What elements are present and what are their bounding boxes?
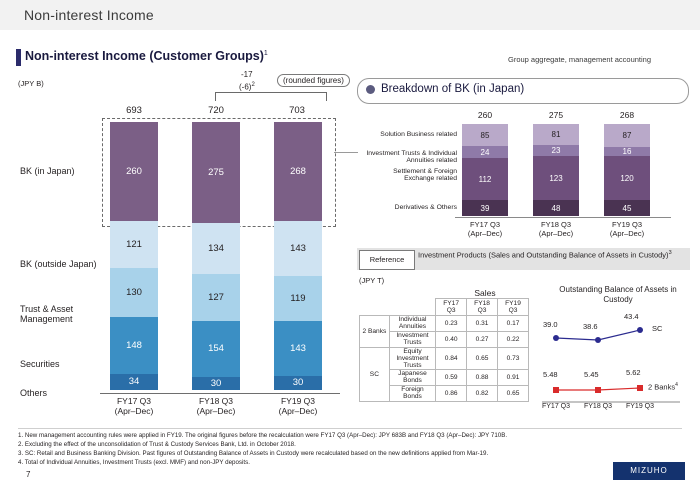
ob-point-sc-fy18 [595,337,601,343]
breakdown-x-fy18-line1: FY18 Q3 [540,220,571,229]
row-label-foreign-bonds-l1: Foreign [401,386,424,393]
cell-eit-fy18: 0.65 [467,347,498,369]
x-label-fy19-line2: (Apr–Dec) [278,406,318,417]
ob-value-2banks-fy18: 5.45 [584,370,599,379]
segment-securities-fy19: 143 [274,321,322,376]
row-label-others: Others [20,388,48,398]
breakdown-label-solution: Solution Business related [380,131,457,138]
cell-fb-fy18: 0.82 [467,385,498,401]
stacked-bar-fy17 [110,122,158,390]
th-fy19-line2: Q3 [508,306,518,314]
delta-bottom-value: (-6) [239,82,252,92]
segment-trust-am-fy17: 130 [110,268,158,317]
cell-jb-fy17: 0.59 [436,369,467,385]
row-label-japanese-bonds-l2: Bonds [403,377,422,384]
segment-bk-outside-fy18: 134 [192,223,240,274]
th-fy18-line2: Q3 [477,306,487,314]
x-label-fy19-line1: FY19 Q3 [280,396,316,406]
cell-it-fy19: 0.22 [498,331,529,347]
row-label-individual-annuities-l2: Annuities [398,323,427,330]
row-label-individual-annuities-l1: Individual [398,316,427,323]
reference-text-body: Investment Products (Sales and Outstanding Balance of Assets in Custody) [418,250,669,260]
segment-others-fy19: 30 [274,376,322,390]
ob-series-label-2banks-text: 2 Banks [648,382,676,392]
th-group [360,299,390,316]
row-label-equity-it-l2: Investment Trusts [396,354,429,369]
row-label-individual-annuities [389,315,435,331]
section-title-text: Non-interest Income (Customer Groups) [25,49,264,63]
breakdown-x-label-fy17 [457,220,513,238]
callout-connector [334,152,358,153]
footnote-2: 2. Excluding the effect of the unconsolidation of Trust & Custody Services Bank, Ltd. in October 2018. [18,440,296,448]
breakdown-total-fy19: 268 [619,110,635,120]
row-label-japanese-bonds [389,369,435,385]
breakdown-bullet-icon [366,85,375,94]
sales-table-title: Sales [474,288,496,298]
unit-jpy-b: (JPY B) [18,79,44,88]
segment-others-fy17: 34 [110,374,158,390]
footnotes [18,432,682,468]
row-label-foreign-bonds [389,385,435,401]
breakdown-label-settlement-line1: Settlement & Foreign [393,168,457,175]
segment-trust-am-fy19: 119 [274,276,322,321]
row-label-investment-trusts [389,331,435,347]
row-label-bk-outside: BK (outside Japan) [20,259,97,269]
ob-x-label-fy18: FY18 Q3 [583,403,612,410]
left-chart-axis [100,393,340,394]
outstanding-balance-chart [540,312,690,420]
breakdown-label-derivatives: Derivatives & Others [394,204,457,211]
row-label-investment-trusts-l2: Trusts [403,339,422,346]
segment-bk-outside-fy17: 121 [110,221,158,268]
section-title [25,49,268,63]
ob-value-2banks-fy19: 5.62 [626,368,641,377]
cell-ia-fy17: 0.23 [436,315,467,331]
mizuho-logo: MIZUHO [613,462,685,480]
breakdown-label-settlement-line2: Exchange related [404,175,457,183]
section-accent-bar [16,49,21,66]
breakdown-axis [455,217,671,218]
x-label-fy19 [261,396,335,416]
x-label-fy18-line1: FY18 Q3 [198,396,234,406]
ob-series-label-2banks [648,382,678,392]
stacked-bar-fy18 [192,122,240,390]
ob-series-label-sc: SC [652,324,663,333]
cell-eit-fy19: 0.73 [498,347,529,369]
segment-securities-fy18: 154 [192,321,240,377]
breakdown-segment-solution-fy17: 85 [462,124,508,146]
breakdown-bar-fy17 [462,124,508,216]
th-fy19-line1: FY19 [505,299,521,307]
row-label-japanese-bonds-l1: Japanese [398,370,427,377]
segment-others-fy18: 30 [192,377,240,390]
group-label-2banks: 2 Banks [360,315,390,347]
total-label-fy17: 693 [126,105,142,116]
breakdown-segment-derivatives-fy17: 39 [462,200,508,216]
stacked-bar-fy19 [274,122,322,390]
footnote-4: 4. Total of Individual Annuities, Investment Trusts (excl. MMF) and non-JPY deposits. [18,458,250,466]
breakdown-segment-derivatives-fy19: 45 [604,200,650,216]
row-label-foreign-bonds-l2: Bonds [403,393,422,400]
breakdown-x-label-fy18 [528,220,584,238]
row-label-trust-am-line2: Management [20,314,73,325]
cell-it-fy17: 0.40 [436,331,467,347]
page-number: 7 [26,470,31,479]
delta-top-label: -17 [241,70,253,79]
reference-text-superscript: 3 [668,250,672,256]
breakdown-total-fy17: 260 [477,110,493,120]
row-label-trust-am [20,304,73,325]
ob-value-sc-fy19: 43.4 [624,312,639,321]
ob-value-sc-fy18: 38.6 [583,322,598,331]
footnote-divider [18,428,682,429]
ob-point-2banks-fy18 [595,387,601,393]
row-label-bk-japan: BK (in Japan) [20,166,75,176]
ob-x-label-fy17: FY17 Q3 [541,403,570,410]
delta-bottom-label [239,82,255,92]
row-label-trust-am-line1: Trust & Asset [20,304,74,314]
ob-series-label-2banks-sup: 4 [675,382,678,388]
segment-trust-am-fy18: 127 [192,274,240,321]
footnote-3: 3. SC: Retail and Business Banking Division. Past figures of Outstanding Balance of Assets in Custody were recalculated based on the new definitions applied from Mar-19. [18,449,489,457]
breakdown-segment-settlement-fy19: 120 [604,156,650,200]
breakdown-segment-inv-trusts-fy19: 16 [604,147,650,156]
x-label-fy17-line1: FY17 Q3 [116,396,152,406]
segment-securities-fy17: 148 [110,317,158,374]
breakdown-label-inv-trusts [365,150,457,165]
segment-bk-japan-fy18: 275 [192,122,240,223]
page-title: Non-interest Income [24,7,154,23]
row-label-investment-trusts-l1: Investment [396,332,429,339]
cell-jb-fy19: 0.91 [498,369,529,385]
row-label-equity-it-l1: Equity [403,347,422,355]
delta-bottom-superscript: 2 [251,82,255,88]
x-label-fy17-line2: (Apr–Dec) [114,406,154,417]
breakdown-segment-settlement-fy18: 123 [533,156,579,200]
ob-value-sc-fy17: 39.0 [543,320,558,329]
footnote-1: 1. New management accounting rules were applied in FY19. The original figures before the recalculation were FY17 Q3 (Apr–Dec): JPY 683B and FY18 Q3 (Apr–Dec): JPY 710B. [18,432,508,439]
breakdown-title: Breakdown of BK (in Japan) [381,83,525,95]
ob-value-2banks-fy17: 5.48 [543,370,558,379]
breakdown-segment-derivatives-fy18: 48 [533,200,579,216]
row-label-equity-it [389,347,435,369]
x-label-fy17 [97,396,171,416]
section-title-superscript: 1 [263,49,268,57]
cell-ia-fy18: 0.31 [467,315,498,331]
breakdown-segment-inv-trusts-fy18: 23 [533,145,579,156]
breakdown-segment-solution-fy19: 87 [604,124,650,147]
breakdown-segment-inv-trusts-fy17: 24 [462,146,508,158]
breakdown-x-fy18-line2: (Apr–Dec) [538,229,574,238]
sales-table [359,298,529,402]
breakdown-segment-solution-fy18: 81 [533,124,579,145]
th-fy19 [498,299,529,316]
th-fy17-line1: FY17 [443,299,460,307]
table-row [360,347,529,369]
breakdown-segment-settlement-fy17: 112 [462,158,508,200]
breakdown-bar-fy19 [604,124,650,216]
breakdown-total-fy18: 275 [548,110,564,120]
cell-it-fy18: 0.27 [467,331,498,347]
row-label-securities: Securities [20,359,60,369]
segment-bk-outside-fy19: 143 [274,221,322,276]
group-label-sc: SC [360,347,390,401]
delta-bracket [215,92,327,101]
th-fy18-line1: FY18 [474,299,490,307]
total-label-fy19: 703 [289,105,305,116]
breakdown-x-fy19-line1: FY19 Q3 [611,220,642,229]
breakdown-label-inv-trusts-line2: Annuities related [406,157,457,165]
reference-tag: Reference [359,250,415,270]
breakdown-label-inv-trusts-line1: Investment Trusts & Individual [366,150,457,157]
ob-point-2banks-fy17 [553,387,559,393]
breakdown-x-label-fy19 [599,220,655,238]
x-label-fy18-line2: (Apr–Dec) [196,406,236,417]
ob-x-label-fy19: FY19 Q3 [625,403,654,410]
ob-point-2banks-fy19 [637,385,643,391]
breakdown-x-fy17-line2: (Apr–Dec) [467,229,503,238]
segment-bk-japan-fy17: 260 [110,122,158,221]
unit-jpy-t: (JPY T) [359,276,385,285]
breakdown-x-fy19-line2: (Apr–Dec) [609,229,645,238]
ob-point-sc-fy17 [553,335,559,341]
breakdown-bar-fy18 [533,124,579,216]
rounded-figures-badge: (rounded figures) [277,74,350,87]
cell-jb-fy18: 0.88 [467,369,498,385]
group-aggregate-note: Group aggregate, management accounting [508,55,652,64]
reference-text [418,250,688,260]
cell-eit-fy17: 0.84 [436,347,467,369]
segment-bk-japan-fy19: 268 [274,122,322,221]
cell-ia-fy19: 0.17 [498,315,529,331]
table-header-row [360,299,529,316]
ob-point-sc-fy19 [637,327,643,333]
breakdown-x-fy17-line1: FY17 Q3 [469,220,500,229]
th-item [389,299,435,316]
cell-fb-fy17: 0.86 [436,385,467,401]
table-row [360,315,529,331]
th-fy17-line2: Q3 [446,306,456,314]
outstanding-balance-title: Outstanding Balance of Assets in Custody [559,285,677,304]
total-label-fy18: 720 [208,105,224,116]
th-fy17 [436,299,467,316]
cell-fb-fy19: 0.65 [498,385,529,401]
x-label-fy18 [179,396,253,416]
breakdown-label-settlement [365,168,457,183]
th-fy18 [467,299,498,316]
